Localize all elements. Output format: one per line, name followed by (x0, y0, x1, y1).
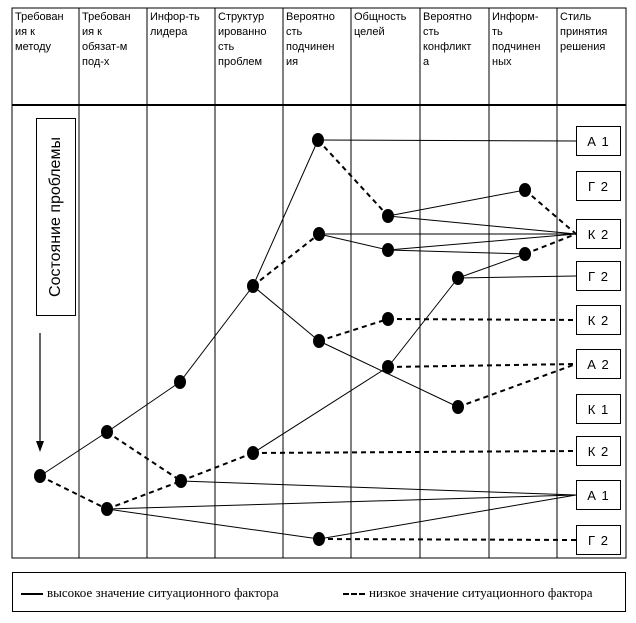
header-decision-style: Стиль принятия решения (560, 11, 608, 53)
solid-edge-14 (319, 234, 388, 250)
dashed-edge-30 (458, 364, 576, 407)
solid-edge-8 (253, 140, 318, 286)
header-subordinate-information: Информ- ть подчинен ных (492, 11, 541, 68)
tree-node-m (382, 312, 394, 326)
dashed-edge-4 (107, 432, 181, 481)
tree-node-c (174, 375, 186, 389)
outcome-box-10: Г 2 (576, 525, 621, 555)
solid-edge-17 (388, 190, 525, 216)
tree-node-q (519, 183, 531, 197)
tree-node-g (312, 133, 324, 147)
dashed-edge-22 (525, 190, 576, 234)
solid-edge-18 (388, 250, 525, 254)
outcome-box-5: К 2 (576, 305, 621, 335)
tree-node-o (452, 271, 464, 285)
tree-node-h (313, 227, 325, 241)
dashed-edge-15 (319, 319, 388, 341)
legend-dashed: низкое значение ситуационного фактора (343, 585, 593, 601)
header-method-requirements: Требован ия к методу (15, 11, 64, 53)
tree-node-i (313, 334, 325, 348)
tree-node-b (101, 502, 113, 516)
outcome-box-6: А 2 (576, 349, 621, 379)
outcome-box-1: А 1 (576, 126, 621, 156)
solid-line-sample (21, 593, 43, 595)
outcome-box-8: К 2 (576, 436, 621, 466)
solid-edge-12 (253, 367, 388, 453)
outcome-box-4: Г 2 (576, 261, 621, 291)
dashed-edge-11 (181, 453, 253, 481)
legend-solid: высокое значение ситуационного фактора (21, 585, 279, 601)
tree-node-j (313, 532, 325, 546)
tree-edges (40, 140, 576, 540)
solid-edge-10 (253, 286, 319, 341)
header-problem-structure: Структур ированно сть проблем (218, 11, 267, 68)
dashed-edge-13 (318, 140, 388, 216)
solid-edge-27 (458, 276, 576, 278)
tree-node-e (247, 279, 259, 293)
header-acceptance-probability: Вероятно сть подчинен ия (286, 11, 335, 68)
dashed-edge-35 (319, 539, 576, 540)
solid-edge-3 (107, 382, 180, 432)
solid-edge-7 (180, 286, 253, 382)
solid-edge-19 (388, 278, 458, 367)
solid-edge-21 (318, 140, 576, 141)
header-conflict-probability: Вероятно сть конфликт а (423, 11, 472, 68)
tree-node-k (382, 209, 394, 223)
dashed-edge-26 (525, 234, 576, 254)
flow-arrow-head (36, 441, 44, 452)
tree-node-l (382, 243, 394, 257)
table-frame (12, 8, 626, 558)
header-subordinate-requirements: Требован ия к обязат-м под-х (82, 11, 131, 68)
outcome-box-3: К 2 (576, 219, 621, 249)
header-goal-congruence: Общность целей (354, 11, 407, 38)
tree-node-n (382, 360, 394, 374)
outcome-box-2: Г 2 (576, 171, 621, 201)
solid-edge-25 (388, 234, 576, 250)
tree-node-a (101, 425, 113, 439)
tree-node-p (452, 400, 464, 414)
solid-edge-23 (388, 216, 576, 234)
tree-node-r (519, 247, 531, 261)
solid-edge-20 (458, 254, 525, 278)
dashed-edge-28 (388, 319, 576, 320)
table-outer-border (12, 8, 626, 558)
header-leader-information: Инфор-ть лидера (150, 11, 200, 38)
tree-node-f (247, 446, 259, 460)
problem-state-label: Состояние проблемы (36, 118, 76, 316)
dashed-edge-31 (253, 451, 576, 453)
dashed-edge-2 (40, 476, 107, 509)
dashed-edge-5 (107, 481, 181, 509)
outcome-box-9: А 1 (576, 480, 621, 510)
dashed-line-sample (343, 593, 365, 595)
solid-edge-1 (40, 432, 107, 476)
solid-edge-32 (181, 481, 576, 495)
solid-edge-6 (107, 509, 319, 539)
outcome-box-7: К 1 (576, 394, 621, 424)
tree-node-root (34, 469, 46, 483)
dashed-edge-9 (253, 234, 319, 286)
legend (12, 572, 626, 612)
tree-node-d (175, 474, 187, 488)
dashed-edge-29 (388, 364, 576, 367)
